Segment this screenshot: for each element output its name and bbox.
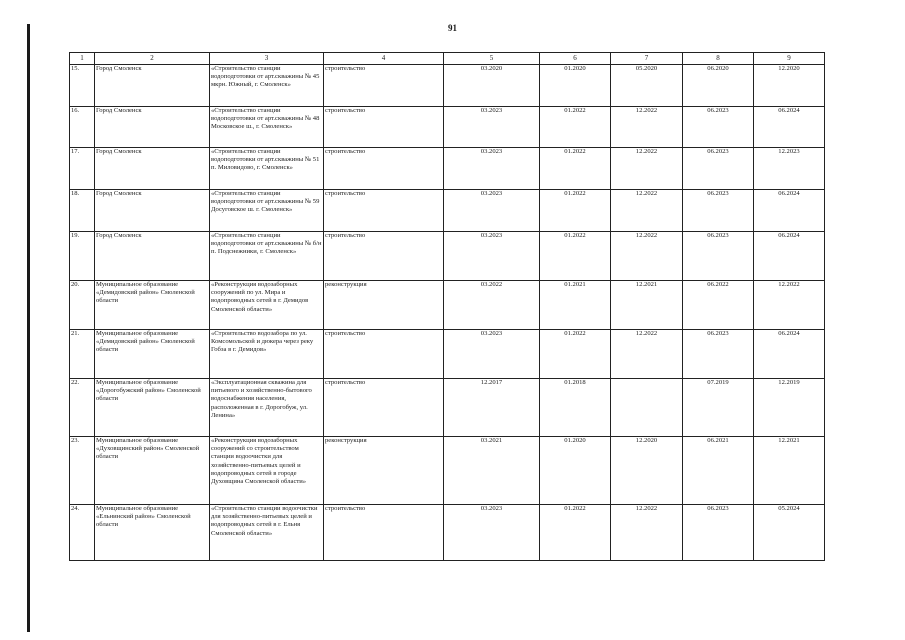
column-header: 5 — [444, 53, 540, 65]
date-cell: 06.2024 — [754, 190, 825, 232]
object-cell: «Строительство станции водоподготовки от арт.скважины № 51 п. Миловидово, г. Смоленск» — [210, 148, 324, 190]
date-cell: 12.2020 — [611, 437, 683, 505]
work-type-cell: реконструкция — [324, 437, 444, 505]
date-cell: 06.2023 — [683, 190, 754, 232]
date-cell: 12.2022 — [611, 107, 683, 148]
date-cell: 05.2024 — [754, 505, 825, 561]
row-number: 17. — [70, 148, 95, 190]
row-number: 24. — [70, 505, 95, 561]
date-cell: 12.2022 — [754, 281, 825, 330]
date-cell: 06.2023 — [683, 107, 754, 148]
column-header: 4 — [324, 53, 444, 65]
column-header: 7 — [611, 53, 683, 65]
date-cell: 01.2021 — [540, 281, 611, 330]
row-number: 18. — [70, 190, 95, 232]
date-cell: 06.2023 — [683, 148, 754, 190]
date-cell: 12.2017 — [444, 379, 540, 437]
municipality-cell: Муниципальное образование «Ельнинский район» Смоленской области — [95, 505, 210, 561]
municipality-cell: Город Смоленск — [95, 65, 210, 107]
column-header: 8 — [683, 53, 754, 65]
date-cell: 12.2021 — [754, 437, 825, 505]
date-cell: 01.2020 — [540, 437, 611, 505]
date-cell: 06.2024 — [754, 107, 825, 148]
row-number: 22. — [70, 379, 95, 437]
row-number: 19. — [70, 232, 95, 281]
date-cell: 12.2020 — [754, 65, 825, 107]
date-cell: 12.2022 — [611, 190, 683, 232]
register-table — [69, 52, 825, 561]
work-type-cell: строительство — [324, 330, 444, 379]
municipality-cell: Муниципальное образование «Демидовский район» Смоленской области — [95, 330, 210, 379]
date-cell: 01.2022 — [540, 330, 611, 379]
date-cell: 03.2023 — [444, 330, 540, 379]
date-cell: 01.2022 — [540, 148, 611, 190]
column-header: 9 — [754, 53, 825, 65]
date-cell: 03.2023 — [444, 148, 540, 190]
date-cell: 06.2023 — [683, 232, 754, 281]
table-row — [70, 190, 825, 232]
table-row — [70, 281, 825, 330]
municipality-cell: Город Смоленск — [95, 107, 210, 148]
date-cell: 03.2022 — [444, 281, 540, 330]
municipality-cell: Муниципальное образование «Демидовский район» Смоленской области — [95, 281, 210, 330]
table-row — [70, 232, 825, 281]
date-cell: 06.2024 — [754, 232, 825, 281]
binder-margin-line — [27, 24, 30, 632]
municipality-cell: Муниципальное образование «Духовщинский район» Смоленской области — [95, 437, 210, 505]
municipality-cell: Муниципальное образование «Дорогобужский район» Смоленской области — [95, 379, 210, 437]
work-type-cell: строительство — [324, 148, 444, 190]
column-header: 1 — [70, 53, 95, 65]
date-cell: 05.2020 — [611, 65, 683, 107]
table-row — [70, 330, 825, 379]
object-cell: «Реконструкция водозаборных сооружений по ул. Мира и водопроводных сетей в г. Демидов Смоленской области» — [210, 281, 324, 330]
date-cell: 06.2020 — [683, 65, 754, 107]
work-type-cell: строительство — [324, 190, 444, 232]
table-row — [70, 148, 825, 190]
table-row — [70, 379, 825, 437]
object-cell: «Строительство станции водоподготовки от арт.скважины № б/н п. Подснежники, г. Смоленск» — [210, 232, 324, 281]
column-header: 3 — [210, 53, 324, 65]
column-header: 2 — [95, 53, 210, 65]
date-cell: 01.2022 — [540, 505, 611, 561]
row-number: 21. — [70, 330, 95, 379]
column-header: 6 — [540, 53, 611, 65]
row-number: 15. — [70, 65, 95, 107]
work-type-cell: строительство — [324, 379, 444, 437]
table-row — [70, 107, 825, 148]
date-cell — [611, 379, 683, 437]
date-cell: 12.2019 — [754, 379, 825, 437]
work-type-cell: строительство — [324, 232, 444, 281]
object-cell: «Эксплуатационная скважина для питьевого и хозяйственно-бытового водоснабжения населения, расположенная в г. Дорогобуж, ул. Ленина» — [210, 379, 324, 437]
date-cell: 12.2021 — [611, 281, 683, 330]
date-cell: 06.2022 — [683, 281, 754, 330]
date-cell: 01.2022 — [540, 107, 611, 148]
date-cell: 01.2020 — [540, 65, 611, 107]
work-type-cell: строительство — [324, 107, 444, 148]
page-number: 91 — [448, 23, 457, 33]
object-cell: «Реконструкция водозаборных сооружений со строительством станции водоочистки для хозяйственно-питьевых целей и водопроводных сетей в городе Духовщина Смоленской области» — [210, 437, 324, 505]
date-cell: 12.2022 — [611, 505, 683, 561]
object-cell: «Строительство станции водоподготовки от арт.скважины № 59 Досуговское ш. г. Смоленск» — [210, 190, 324, 232]
date-cell: 12.2022 — [611, 232, 683, 281]
date-cell: 03.2020 — [444, 65, 540, 107]
date-cell: 06.2023 — [683, 505, 754, 561]
row-number: 23. — [70, 437, 95, 505]
object-cell: «Строительство станции водоподготовки от арт.скважины № 45 мкрн. Южный, г. Смоленск» — [210, 65, 324, 107]
row-number: 20. — [70, 281, 95, 330]
date-cell: 06.2023 — [683, 330, 754, 379]
date-cell: 12.2022 — [611, 330, 683, 379]
date-cell: 03.2023 — [444, 190, 540, 232]
object-cell: «Строительство станции водоподготовки от арт.скважины № 48 Московское ш., г. Смоленск» — [210, 107, 324, 148]
row-number: 16. — [70, 107, 95, 148]
date-cell: 01.2022 — [540, 232, 611, 281]
date-cell: 07.2019 — [683, 379, 754, 437]
object-cell: «Строительство станции водоочистки для хозяйственно-питьевых целей и водопроводных сетей в г. Ельня Смоленской области» — [210, 505, 324, 561]
date-cell: 03.2023 — [444, 505, 540, 561]
date-cell: 03.2023 — [444, 107, 540, 148]
date-cell: 12.2022 — [611, 148, 683, 190]
date-cell: 06.2021 — [683, 437, 754, 505]
municipality-cell: Город Смоленск — [95, 148, 210, 190]
date-cell: 12.2023 — [754, 148, 825, 190]
date-cell: 01.2022 — [540, 190, 611, 232]
column-number-row — [70, 53, 825, 65]
work-type-cell: реконструкция — [324, 281, 444, 330]
date-cell: 01.2018 — [540, 379, 611, 437]
table-row — [70, 437, 825, 505]
work-type-cell: строительство — [324, 505, 444, 561]
object-cell: «Строительство водозабора по ул. Комсомольской и дюкера через реку Гобза в г. Демидов» — [210, 330, 324, 379]
table-row — [70, 65, 825, 107]
table-row — [70, 505, 825, 561]
date-cell: 06.2024 — [754, 330, 825, 379]
date-cell: 03.2021 — [444, 437, 540, 505]
municipality-cell: Город Смоленск — [95, 190, 210, 232]
municipality-cell: Город Смоленск — [95, 232, 210, 281]
work-type-cell: строительство — [324, 65, 444, 107]
date-cell: 03.2023 — [444, 232, 540, 281]
